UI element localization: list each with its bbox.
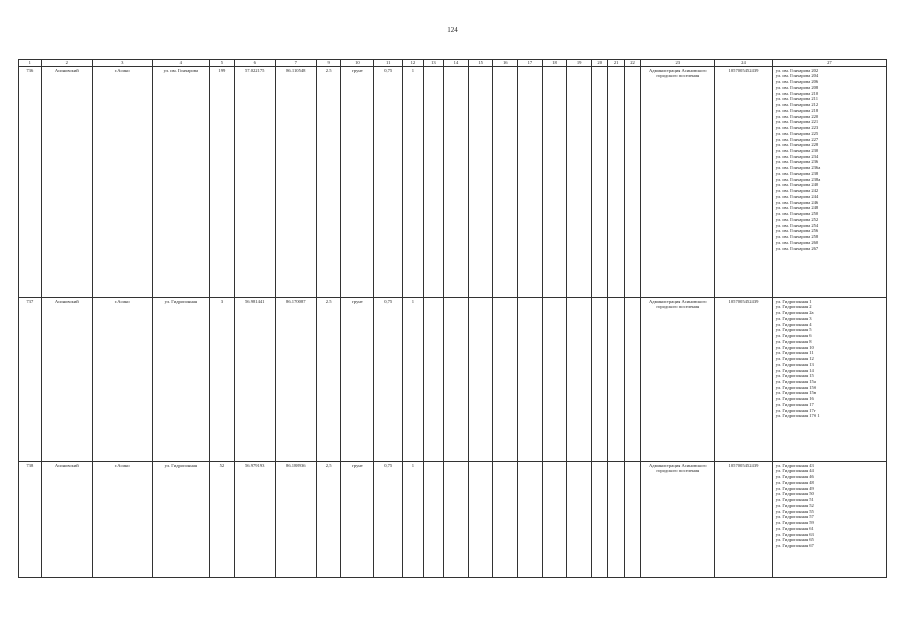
empty-cell	[567, 461, 592, 577]
address-item: ул. Гидропонная 46	[775, 474, 814, 480]
row-number-cell: 738	[19, 461, 42, 577]
address-item: ул. Гидропонная 57	[775, 514, 814, 520]
address-item: ул. Гидропонная 52	[775, 502, 814, 508]
empty-cell	[608, 461, 624, 577]
longitude-cell: 86.188936	[275, 461, 316, 577]
column-header: 10	[341, 60, 374, 67]
empty-cell	[542, 66, 567, 297]
column-header: 14	[444, 60, 469, 67]
column-header: 9	[316, 60, 341, 67]
address-item: ул. Гидропонная 17г	[775, 407, 816, 413]
served-addresses-cell	[772, 297, 886, 461]
address-item: ул. им. Гончарова 258	[775, 234, 819, 240]
address-item: ул. им. Гончарова 252	[775, 216, 819, 222]
longitude-cell: 86.170087	[275, 297, 316, 461]
address-item: ул. Гидропонная 8	[775, 338, 812, 344]
empty-cell	[624, 297, 640, 461]
owner-cell: Администрация Асиновского городского поселения	[641, 66, 715, 297]
city-cell: г.Асино	[92, 66, 152, 297]
address-item: ул. им. Гончарова 227	[775, 136, 819, 142]
address-item: ул. Гидропонная 15б	[775, 384, 817, 390]
address-item: ул. им. Гончарова 220	[775, 113, 819, 119]
address-item: ул. им. Гончарова 238а	[775, 176, 821, 182]
address-item: ул. Гидропонная 16	[775, 396, 814, 402]
address-item: ул. им. Гончарова 228	[775, 142, 819, 148]
address-item: ул. Гидропонная 67	[775, 543, 814, 549]
latitude-cell: 56.979193	[234, 461, 275, 577]
address-item: ул. им. Гончарова 230	[775, 148, 819, 154]
empty-cell	[468, 66, 493, 297]
empty-cell	[423, 461, 444, 577]
column-header: 17	[518, 60, 543, 67]
address-item: ул. Гидропонная 2а	[775, 310, 814, 316]
address-item: ул. им. Гончарова 202	[775, 67, 819, 73]
address-item: ул. Гидропонная 17б 1	[775, 413, 820, 419]
empty-cell	[592, 297, 608, 461]
container-count-cell: 1	[403, 461, 424, 577]
column-header: 3	[92, 60, 152, 67]
address-item: ул. им. Гончарова 206	[775, 79, 819, 85]
empty-cell	[592, 66, 608, 297]
empty-cell	[608, 297, 624, 461]
surface-cell: грунт	[341, 66, 374, 297]
address-item: ул. Гидропонная 51	[775, 497, 814, 503]
column-header: 20	[592, 60, 608, 67]
district-cell: Асиновский	[41, 66, 92, 297]
column-header: 12	[403, 60, 424, 67]
column-header: 1	[19, 60, 42, 67]
address-item: ул. Гидропонная 65	[775, 537, 814, 543]
column-number-row	[19, 60, 887, 67]
column-header: 2	[41, 60, 92, 67]
address-item: ул. Гидропонная 61	[775, 525, 814, 531]
address-item: ул. Гидропонная 44	[775, 468, 814, 474]
street-cell: ул. им. Гончарова	[152, 66, 210, 297]
house-cell: 199	[210, 66, 235, 297]
address-item: ул. им. Гончарова 238	[775, 170, 819, 176]
empty-cell	[567, 297, 592, 461]
served-addresses-cell	[772, 461, 886, 577]
address-item: ул. Гидропонная 43	[775, 462, 814, 468]
column-header: 18	[542, 60, 567, 67]
registry-table	[18, 59, 887, 578]
area-cell: 2.5	[316, 297, 341, 461]
column-header: 24	[715, 60, 773, 67]
address-item: ул. им. Гончарова 248	[775, 205, 819, 211]
address-item: ул. Гидропонная 2	[775, 304, 812, 310]
container-count-cell: 1	[403, 297, 424, 461]
table-row	[19, 297, 887, 461]
container-count-cell: 1	[403, 66, 424, 297]
address-item: ул. им. Гончарова 246	[775, 199, 819, 205]
empty-cell	[444, 66, 469, 297]
address-item: ул. им. Гончарова 234	[775, 153, 819, 159]
address-item: ул. им. Гончарова 244	[775, 193, 819, 199]
latitude-cell: 56.981441	[234, 297, 275, 461]
page-number: 124	[447, 26, 458, 34]
empty-cell	[624, 66, 640, 297]
column-header: 13	[423, 60, 444, 67]
address-item: ул. им. Гончарова 240	[775, 182, 819, 188]
address-item: ул. им. Гончарова 218	[775, 107, 819, 113]
address-item: ул. Гидропонная 15в	[775, 390, 817, 396]
served-addresses-cell	[772, 66, 886, 297]
street-cell: ул. Гидропонная	[152, 461, 210, 577]
city-cell: г.Асино	[92, 461, 152, 577]
district-cell: Асиновский	[41, 297, 92, 461]
address-item: ул. им. Гончарова 225	[775, 130, 819, 136]
address-item: ул. Гидропонная 12	[775, 356, 814, 362]
street-cell: ул. Гидропонная	[152, 297, 210, 461]
column-header: 5	[210, 60, 235, 67]
address-item: ул. им. Гончарова 242	[775, 188, 819, 194]
table-row	[19, 66, 887, 297]
address-item: ул. Гидропонная 49	[775, 485, 814, 491]
address-item: ул. им. Гончарова 267	[775, 245, 819, 251]
city-cell: г.Асино	[92, 297, 152, 461]
owner-cell: Администрация Асиновского городского поселения	[641, 461, 715, 577]
address-item: ул. им. Гончарова 210	[775, 90, 819, 96]
address-item: ул. Гидропонная 13	[775, 361, 814, 367]
column-header: 21	[608, 60, 624, 67]
empty-cell	[444, 297, 469, 461]
empty-cell	[592, 461, 608, 577]
address-item: ул. им. Гончарова 212	[775, 102, 819, 108]
column-header: 7	[275, 60, 316, 67]
empty-cell	[567, 66, 592, 297]
empty-cell	[608, 66, 624, 297]
column-header: 22	[624, 60, 640, 67]
address-item: ул. им. Гончарова 204	[775, 73, 819, 79]
column-header: 11	[374, 60, 403, 67]
address-item: ул. им. Гончарова 250	[775, 211, 819, 217]
empty-cell	[542, 461, 567, 577]
empty-cell	[518, 66, 543, 297]
address-item: ул. Гидропонная 59	[775, 520, 814, 526]
column-header: 16	[493, 60, 518, 67]
column-header: 15	[468, 60, 493, 67]
latitude-cell: 57.022175	[234, 66, 275, 297]
address-item: ул. Гидропонная 10	[775, 344, 814, 350]
column-header: 27	[772, 60, 886, 67]
address-item: ул. им. Гончарова 236а	[775, 165, 821, 171]
address-item: ул. им. Гончарова 221	[775, 119, 819, 125]
longitude-cell: 86.110548	[275, 66, 316, 297]
address-item: ул. Гидропонная 15а	[775, 379, 816, 385]
address-item: ул. Гидропонная 5	[775, 327, 812, 333]
volume-cell: 0,75	[374, 461, 403, 577]
empty-cell	[493, 461, 518, 577]
volume-cell: 0,75	[374, 66, 403, 297]
empty-cell	[493, 66, 518, 297]
empty-cell	[518, 297, 543, 461]
address-item: ул. Гидропонная 6	[775, 333, 812, 339]
empty-cell	[542, 297, 567, 461]
address-item: ул. Гидропонная 15	[775, 373, 814, 379]
address-item: ул. им. Гончарова 223	[775, 125, 819, 131]
ogrn-cell: 1057005452439	[715, 461, 773, 577]
address-item: ул. им. Гончарова 236	[775, 159, 819, 165]
address-item: ул. Гидропонная 55	[775, 508, 814, 514]
address-item: ул. Гидропонная 48	[775, 479, 814, 485]
address-item: ул. Гидропонная 17	[775, 401, 814, 407]
owner-cell: Администрация Асиновского городского поселения	[641, 297, 715, 461]
address-item: ул. им. Гончарова 211	[775, 96, 819, 102]
ogrn-cell: 1057005452439	[715, 297, 773, 461]
surface-cell: грунт	[341, 461, 374, 577]
address-item: ул. им. Гончарова 208	[775, 84, 819, 90]
ogrn-cell: 1057005452439	[715, 66, 773, 297]
address-item: ул. Гидропонная 1	[775, 298, 812, 304]
column-header: 6	[234, 60, 275, 67]
column-header: 23	[641, 60, 715, 67]
surface-cell: грунт	[341, 297, 374, 461]
address-item: ул. Гидропонная 11	[775, 350, 814, 356]
address-item: ул. Гидропонная 14	[775, 367, 814, 373]
empty-cell	[493, 297, 518, 461]
empty-cell	[518, 461, 543, 577]
volume-cell: 0,75	[374, 297, 403, 461]
empty-cell	[423, 66, 444, 297]
address-item: ул. Гидропонная 4	[775, 321, 812, 327]
area-cell: 2.5	[316, 66, 341, 297]
district-cell: Асиновский	[41, 461, 92, 577]
row-number-cell: 737	[19, 297, 42, 461]
column-header: 19	[567, 60, 592, 67]
address-item: ул. Гидропонная 3	[775, 315, 812, 321]
column-header: 4	[152, 60, 210, 67]
address-item: ул. им. Гончарова 256	[775, 228, 819, 234]
address-item: ул. им. Гончарова 254	[775, 222, 819, 228]
area-cell: 2,5	[316, 461, 341, 577]
empty-cell	[624, 461, 640, 577]
empty-cell	[444, 461, 469, 577]
table-row	[19, 461, 887, 577]
empty-cell	[468, 461, 493, 577]
address-item: ул. Гидропонная 50	[775, 491, 814, 497]
empty-cell	[468, 297, 493, 461]
house-cell: 3	[210, 297, 235, 461]
address-item: ул. Гидропонная 63	[775, 531, 814, 537]
house-cell: 52	[210, 461, 235, 577]
address-item: ул. им. Гончарова 260	[775, 239, 819, 245]
empty-cell	[423, 297, 444, 461]
row-number-cell: 736	[19, 66, 42, 297]
